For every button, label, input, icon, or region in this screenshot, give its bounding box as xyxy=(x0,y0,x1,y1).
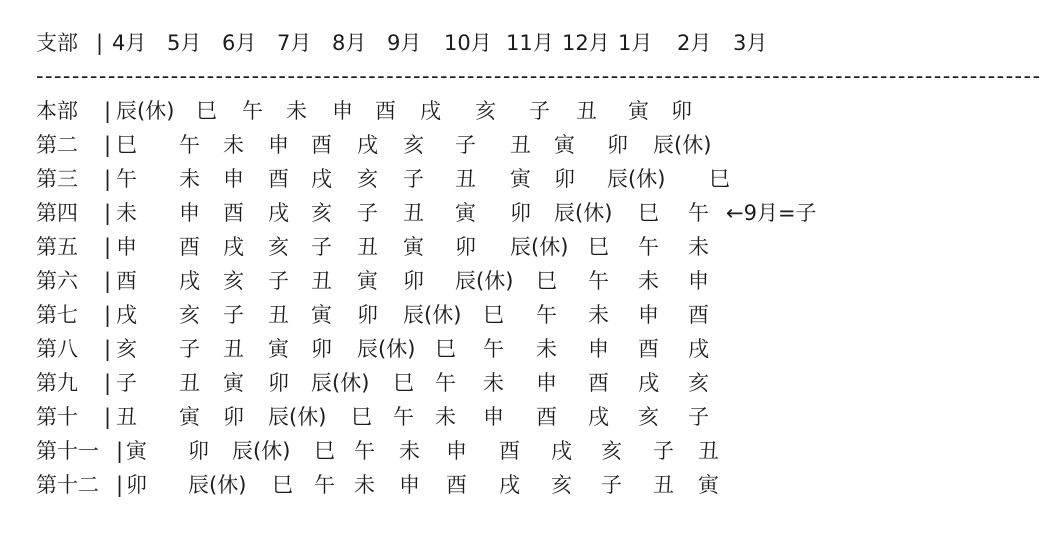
row-cell: 辰(休) xyxy=(232,439,291,463)
row-cell: 辰(休) xyxy=(510,235,569,259)
row-cell: 未 xyxy=(638,269,659,293)
row-cell: 卯 xyxy=(223,405,244,429)
row-cell: 丑 xyxy=(403,201,424,225)
row-cell: 戌 xyxy=(638,371,659,395)
row-cell: 辰(休) xyxy=(311,371,370,395)
row-cell: 亥 xyxy=(601,439,622,463)
row-cell: 未 xyxy=(483,371,504,395)
row-cell: 申 xyxy=(446,439,467,463)
row-cell: 申 xyxy=(536,371,557,395)
row-cell: 午 xyxy=(536,303,557,327)
row-separator: | xyxy=(104,337,112,361)
row-cell: 戌 xyxy=(688,337,709,361)
row-cell: 寅 xyxy=(510,167,531,191)
row-cell: 午 xyxy=(242,99,263,123)
row-label: 第六 xyxy=(36,269,78,293)
header-month-1: 4月 xyxy=(112,31,147,55)
row-cell: 辰(休) xyxy=(653,133,712,157)
header-month-11: 2月 xyxy=(677,31,712,55)
row-cell: 巳 xyxy=(483,303,504,327)
row-cell: 午 xyxy=(638,235,659,259)
row-cell: 丑 xyxy=(653,473,674,497)
row-label: 第七 xyxy=(36,303,78,327)
row-cell: 巳 xyxy=(351,405,372,429)
row-cell: 子 xyxy=(601,473,622,497)
row-cell: 亥 xyxy=(268,235,289,259)
row-cell: 亥 xyxy=(403,133,424,157)
row-cell: 丑 xyxy=(268,303,289,327)
row-cell: 亥 xyxy=(357,167,378,191)
row-cell: 巳 xyxy=(272,473,293,497)
row-cell: 申 xyxy=(268,133,289,157)
row-cell: 午 xyxy=(354,439,375,463)
row-cell: 巳 xyxy=(314,439,335,463)
row-cell: 子 xyxy=(403,167,424,191)
row-separator: | xyxy=(104,269,112,293)
row-separator: | xyxy=(104,99,112,123)
row-cell: 寅 xyxy=(403,235,424,259)
row-cell: 未 xyxy=(116,201,137,225)
row-cell: 子 xyxy=(357,201,378,225)
row-cell: 寅 xyxy=(455,201,476,225)
row-cell: 亥 xyxy=(223,269,244,293)
row-label: 第十二 xyxy=(36,473,99,497)
row-cell: 酉 xyxy=(268,167,289,191)
row-cell: 卯 xyxy=(671,99,692,123)
row-cell: 寅 xyxy=(311,303,332,327)
row-cell: 戌 xyxy=(499,473,520,497)
row-cell: 酉 xyxy=(223,201,244,225)
row-cell: 戌 xyxy=(551,439,572,463)
row-cell: 辰(休) xyxy=(403,303,462,327)
row-cell: 丑 xyxy=(576,99,597,123)
row-cell: 未 xyxy=(179,167,200,191)
row-cell: 巳 xyxy=(116,133,137,157)
row-cell: 酉 xyxy=(588,371,609,395)
row-separator: | xyxy=(104,235,112,259)
row-cell: 午 xyxy=(688,201,709,225)
row-separator: | xyxy=(116,473,124,497)
row-cell: 戌 xyxy=(116,303,137,327)
row-cell: 子 xyxy=(311,235,332,259)
row-cell: 亥 xyxy=(179,303,200,327)
row-cell: 申 xyxy=(688,269,709,293)
row-cell: 辰(休) xyxy=(116,99,175,123)
row-cell: 巳 xyxy=(588,235,609,259)
row-cell: 卯 xyxy=(268,371,289,395)
row-cell: 寅 xyxy=(628,99,649,123)
row-cell: 巳 xyxy=(709,167,730,191)
row-cell: 辰(休) xyxy=(188,473,247,497)
row-cell: 巳 xyxy=(393,371,414,395)
header-month-9: 12月 xyxy=(562,31,610,55)
header-month-5: 8月 xyxy=(332,31,367,55)
row-cell: 子 xyxy=(179,337,200,361)
row-cell: 酉 xyxy=(536,405,557,429)
row-cell: 丑 xyxy=(116,405,137,429)
header-month-12: 3月 xyxy=(733,31,768,55)
row-cell: 子 xyxy=(688,405,709,429)
row-label: 第八 xyxy=(36,337,78,361)
row-cell: 子 xyxy=(455,133,476,157)
row-cell: 寅 xyxy=(357,269,378,293)
row-label: 第四 xyxy=(36,201,78,225)
row-cell: 未 xyxy=(688,235,709,259)
row-label: 本部 xyxy=(36,99,78,123)
row-cell: 酉 xyxy=(638,337,659,361)
row-cell: 申 xyxy=(332,99,353,123)
row-cell: 丑 xyxy=(510,133,531,157)
row-cell: 丑 xyxy=(311,269,332,293)
row-cell: 辰(休) xyxy=(357,337,416,361)
row-cell: 子 xyxy=(653,439,674,463)
row-cell: 酉 xyxy=(446,473,467,497)
row-label: 第十 xyxy=(36,405,78,429)
row-cell: 寅 xyxy=(179,405,200,429)
divider-line: ---------------------------------------------------------------------------------------------------------------- xyxy=(36,64,1042,88)
row-cell: 丑 xyxy=(223,337,244,361)
row-cell: 亥 xyxy=(638,405,659,429)
row-cell: 子 xyxy=(529,99,550,123)
header-month-2: 5月 xyxy=(167,31,202,55)
row-cell: 卯 xyxy=(403,269,424,293)
row-cell: 丑 xyxy=(357,235,378,259)
row-cell: 午 xyxy=(179,133,200,157)
header-separator: | xyxy=(96,31,104,55)
row-cell: 未 xyxy=(435,405,456,429)
row-cell: 巳 xyxy=(536,269,557,293)
row-cell: 申 xyxy=(179,201,200,225)
row-cell: 申 xyxy=(223,167,244,191)
row-cell: 戌 xyxy=(357,133,378,157)
row-cell: 寅 xyxy=(126,439,147,463)
row-separator: | xyxy=(104,133,112,157)
row-cell: 辰(休) xyxy=(554,201,613,225)
row-cell: 卯 xyxy=(455,235,476,259)
row-label: 第十一 xyxy=(36,439,99,463)
row-cell: 巳 xyxy=(196,99,217,123)
row-note: ←9月=子 xyxy=(726,201,817,225)
row-cell: 未 xyxy=(223,133,244,157)
row-cell: 辰(休) xyxy=(268,405,327,429)
row-separator: | xyxy=(104,371,112,395)
row-cell: 午 xyxy=(116,167,137,191)
row-cell: 申 xyxy=(116,235,137,259)
row-cell: 酉 xyxy=(311,133,332,157)
row-cell: 酉 xyxy=(179,235,200,259)
row-cell: 子 xyxy=(223,303,244,327)
row-cell: 申 xyxy=(588,337,609,361)
row-cell: 未 xyxy=(399,439,420,463)
row-cell: 卯 xyxy=(357,303,378,327)
row-cell: 丑 xyxy=(455,167,476,191)
row-cell: 巳 xyxy=(638,201,659,225)
row-cell: 申 xyxy=(638,303,659,327)
row-cell: 辰(休) xyxy=(607,167,666,191)
header-month-8: 11月 xyxy=(506,31,554,55)
header-month-3: 6月 xyxy=(222,31,257,55)
row-cell: 寅 xyxy=(698,473,719,497)
row-cell: 子 xyxy=(268,269,289,293)
row-cell: 午 xyxy=(588,269,609,293)
header-month-4: 7月 xyxy=(277,31,312,55)
row-separator: | xyxy=(104,405,112,429)
row-label: 第九 xyxy=(36,371,78,395)
row-cell: 寅 xyxy=(554,133,575,157)
row-cell: 亥 xyxy=(688,371,709,395)
row-cell: 卯 xyxy=(554,167,575,191)
row-cell: 寅 xyxy=(223,371,244,395)
row-separator: | xyxy=(116,439,124,463)
row-cell: 寅 xyxy=(268,337,289,361)
row-cell: 酉 xyxy=(375,99,396,123)
header-month-6: 9月 xyxy=(387,31,422,55)
row-label: 第三 xyxy=(36,167,78,191)
row-cell: 未 xyxy=(286,99,307,123)
row-cell: 亥 xyxy=(311,201,332,225)
row-cell: 戌 xyxy=(268,201,289,225)
row-cell: 申 xyxy=(483,405,504,429)
row-cell: 戌 xyxy=(588,405,609,429)
row-cell: 亥 xyxy=(475,99,496,123)
row-cell: 未 xyxy=(354,473,375,497)
row-cell: 卯 xyxy=(188,439,209,463)
row-separator: | xyxy=(104,303,112,327)
row-cell: 午 xyxy=(483,337,504,361)
row-cell: 卯 xyxy=(607,133,628,157)
row-cell: 丑 xyxy=(698,439,719,463)
row-cell: 酉 xyxy=(499,439,520,463)
row-cell: 辰(休) xyxy=(455,269,514,293)
row-cell: 午 xyxy=(314,473,335,497)
row-cell: 午 xyxy=(393,405,414,429)
row-cell: 卯 xyxy=(311,337,332,361)
row-cell: 酉 xyxy=(688,303,709,327)
row-separator: | xyxy=(104,167,112,191)
row-cell: 卯 xyxy=(510,201,531,225)
row-cell: 未 xyxy=(588,303,609,327)
row-cell: 申 xyxy=(399,473,420,497)
row-separator: | xyxy=(104,201,112,225)
row-cell: 戌 xyxy=(223,235,244,259)
row-cell: 卯 xyxy=(126,473,147,497)
row-cell: 未 xyxy=(536,337,557,361)
row-cell: 巳 xyxy=(435,337,456,361)
row-label: 第五 xyxy=(36,235,78,259)
header-month-10: 1月 xyxy=(618,31,653,55)
row-cell: 酉 xyxy=(116,269,137,293)
row-cell: 戌 xyxy=(179,269,200,293)
row-cell: 子 xyxy=(116,371,137,395)
row-label: 第二 xyxy=(36,133,78,157)
row-cell: 戌 xyxy=(420,99,441,123)
header-label: 支部 xyxy=(36,31,78,55)
row-cell: 亥 xyxy=(551,473,572,497)
row-cell: 戌 xyxy=(311,167,332,191)
row-cell: 丑 xyxy=(179,371,200,395)
row-cell: 午 xyxy=(435,371,456,395)
header-month-7: 10月 xyxy=(444,31,492,55)
row-cell: 亥 xyxy=(116,337,137,361)
